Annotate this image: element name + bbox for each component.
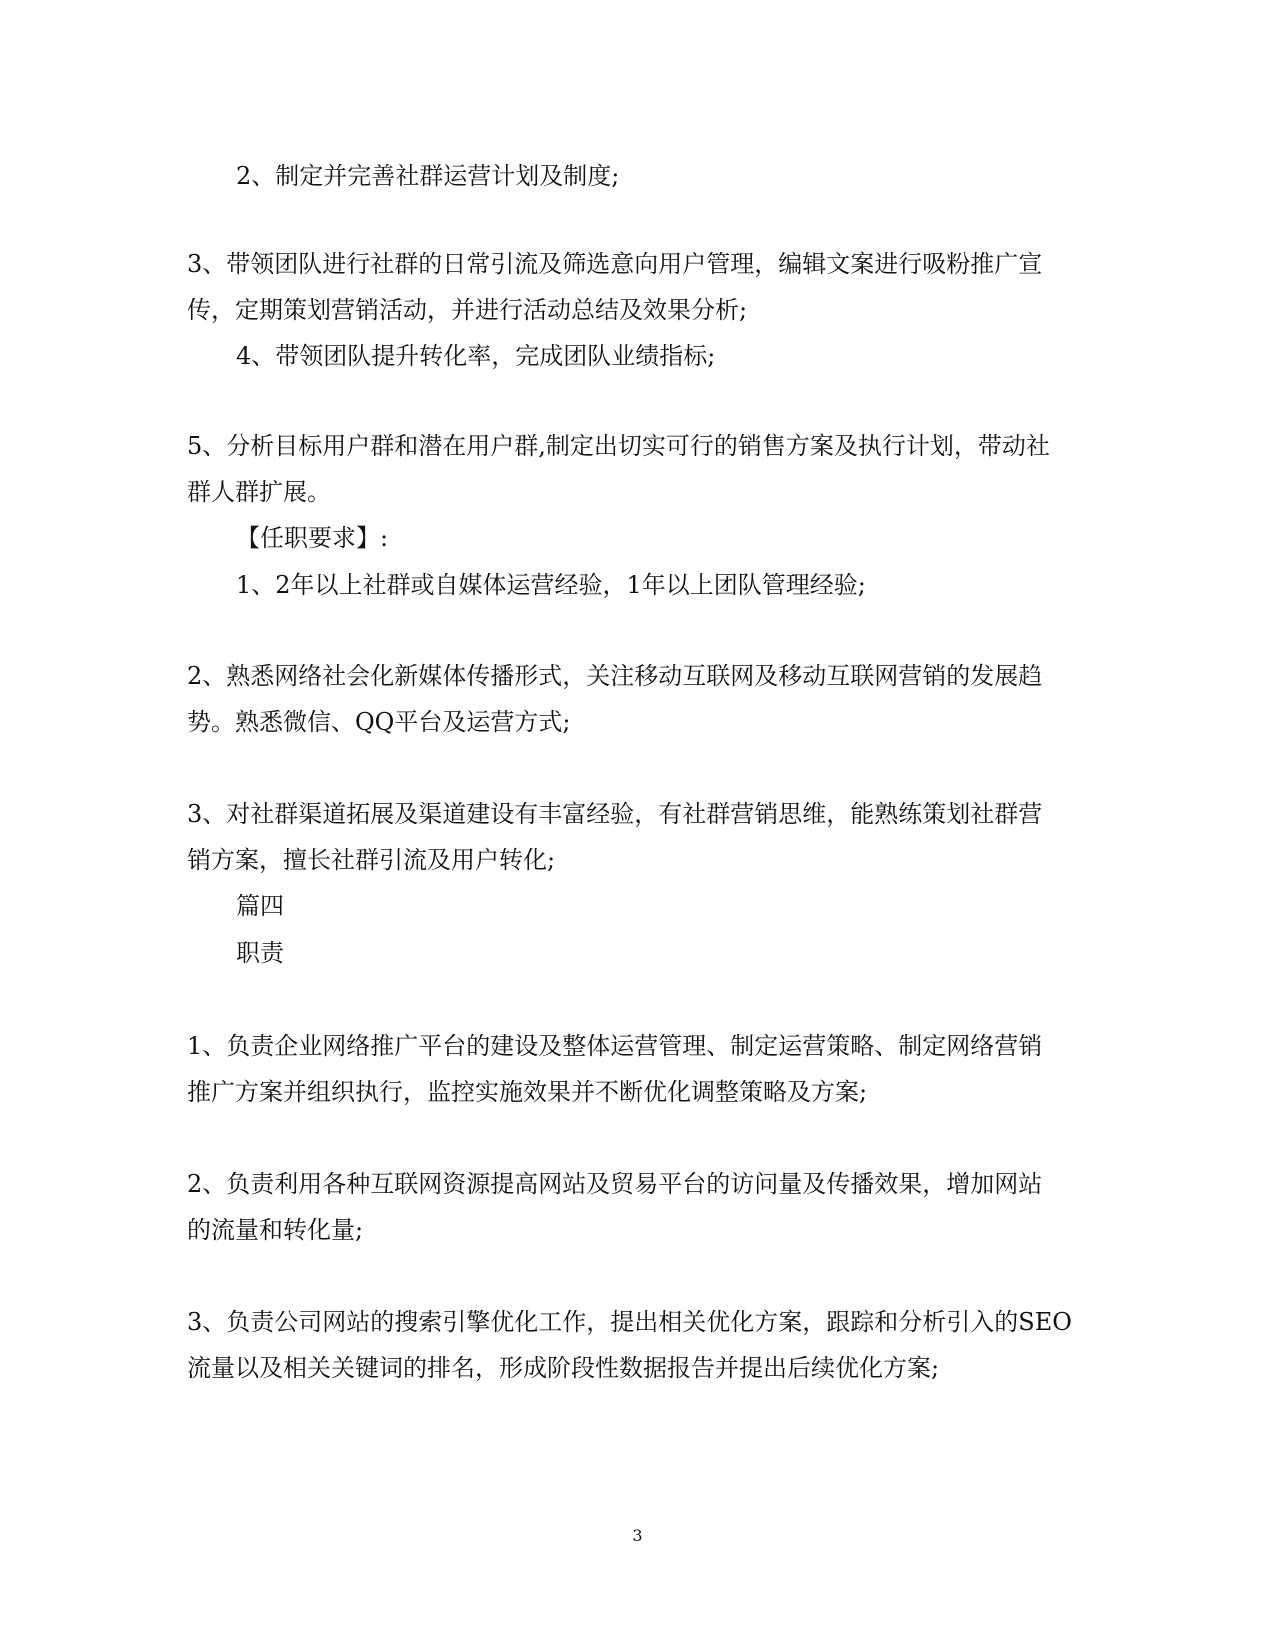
text-line: 2、负责利用各种互联网资源提高网站及贸易平台的访问量及传播效果，增加网站 [187, 1170, 1043, 1198]
text-line: 推广方案并组织执行，监控实施效果并不断优化调整策略及方案; [187, 1078, 868, 1106]
text-line: 1、负责企业网络推广平台的建设及整体运营管理、制定运营策略、制定网络营销 [187, 1032, 1043, 1060]
section-heading: 职责 [236, 939, 284, 967]
page-number: 3 [632, 1526, 643, 1545]
text-line: 4、带领团队提升转化率，完成团队业绩指标; [236, 342, 716, 370]
text-line: 1、2年以上社群或自媒体运营经验，1年以上团队管理经验; [236, 571, 866, 599]
text-line: 传，定期策划营销活动，并进行活动总结及效果分析; [187, 296, 748, 324]
text-line: 销方案，擅长社群引流及用户转化; [187, 846, 556, 874]
text-line: 3、对社群渠道拓展及渠道建设有丰富经验，有社群营销思维，能熟练策划社群营 [187, 800, 1043, 828]
text-line: 流量以及相关关键词的排名，形成阶段性数据报告并提出后续优化方案; [187, 1354, 940, 1382]
text-line: 群人群扩展。 [187, 478, 331, 506]
text-line: 3、负责公司网站的搜索引擎优化工作，提出相关优化方案，跟踪和分析引入的SEO [187, 1308, 1072, 1336]
section-heading: 篇四 [236, 892, 284, 920]
text-line: 的流量和转化量; [187, 1216, 364, 1244]
text-line: 2、制定并完善社群运营计划及制度; [236, 162, 620, 190]
text-line: 3、带领团队进行社群的日常引流及筛选意向用户管理，编辑文案进行吸粉推广宣 [187, 250, 1043, 278]
text-line: 势。熟悉微信、QQ平台及运营方式; [187, 708, 571, 736]
text-line: 5、分析目标用户群和潜在用户群,制定出切实可行的销售方案及执行计划，带动社 [187, 432, 1050, 460]
text-line: 2、熟悉网络社会化新媒体传播形式，关注移动互联网及移动互联网营销的发展趋 [187, 662, 1043, 690]
section-heading: 【任职要求】: [236, 524, 389, 552]
